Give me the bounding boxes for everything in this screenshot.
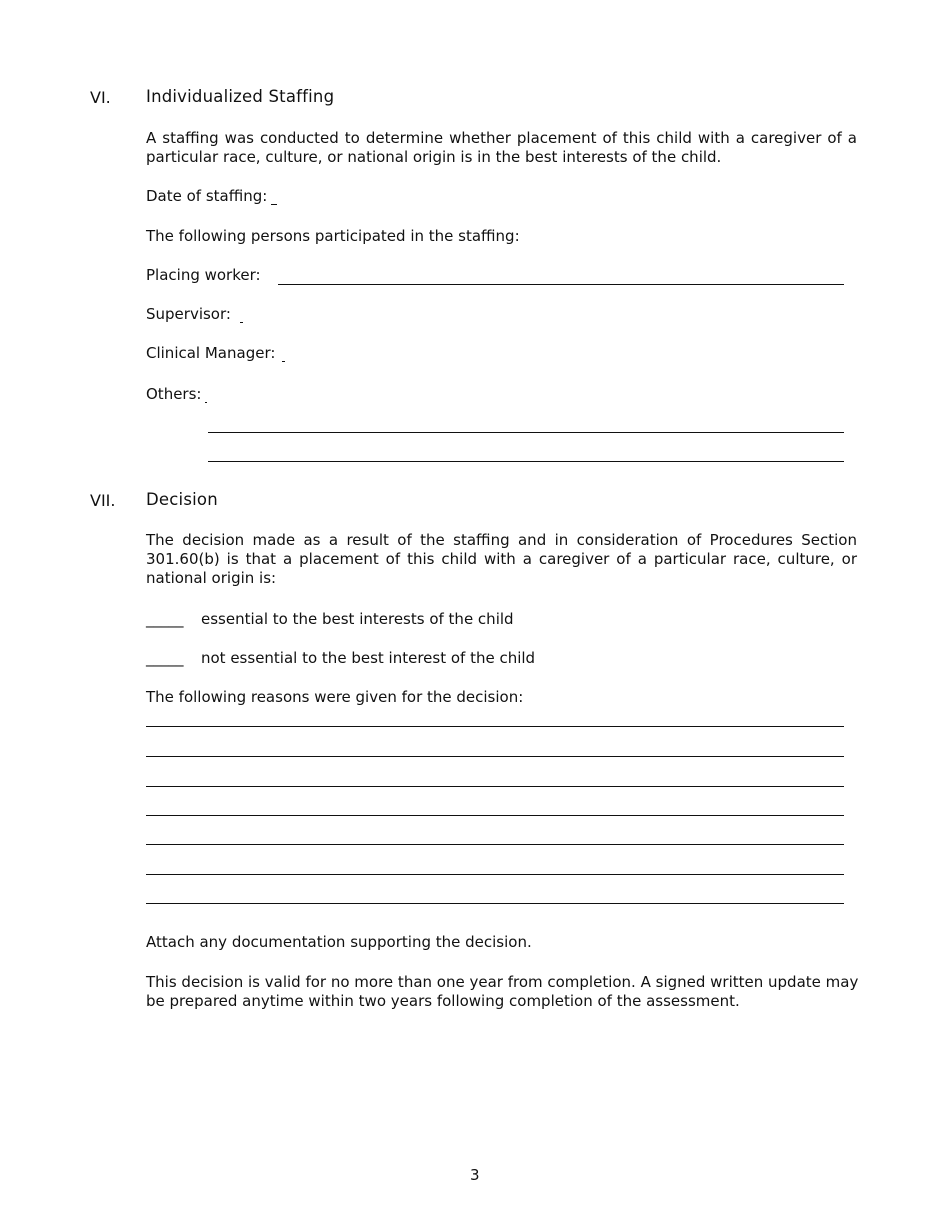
clinical-manager-label: Clinical Manager:: [146, 344, 276, 362]
section-title-individualized-staffing: Individualized Staffing: [146, 87, 335, 106]
page-number: 3: [470, 1166, 480, 1184]
section-title-decision: Decision: [146, 490, 218, 509]
reasons-line-1[interactable]: [146, 726, 844, 727]
reasons-line-7[interactable]: [146, 903, 844, 904]
reasons-line-5[interactable]: [146, 844, 844, 845]
reasons-line-3[interactable]: [146, 786, 844, 787]
date-of-staffing-field[interactable]: [271, 204, 277, 205]
others-field[interactable]: [205, 402, 207, 403]
supervisor-label: Supervisor:: [146, 305, 231, 323]
option-essential-label: essential to the best interests of the child: [201, 610, 514, 628]
placing-worker-label: Placing worker:: [146, 266, 261, 284]
others-field-line-2[interactable]: [208, 461, 844, 462]
participants-intro: The following persons participated in the staffing:: [146, 227, 520, 245]
validity-note: This decision is valid for no more than one year from completion. A signed written update may be prepared anytime within two years following completion of the assessment.: [146, 973, 859, 1010]
others-label: Others:: [146, 385, 202, 403]
option-not-essential-label: not essential to the best interest of the child: [201, 649, 536, 667]
option-not-essential-blank[interactable]: _____: [146, 649, 184, 667]
placing-worker-field[interactable]: [278, 284, 844, 285]
staffing-intro-paragraph: A staffing was conducted to determine whether placement of this child with a caregiver of a particular race, culture, or national origin is in the best interests of the child.: [146, 129, 857, 166]
section-number-vii: VII.: [90, 491, 116, 510]
others-field-line-1[interactable]: [208, 432, 844, 433]
reasons-line-4[interactable]: [146, 815, 844, 816]
date-of-staffing-label: Date of staffing:: [146, 187, 268, 205]
reasons-line-6[interactable]: [146, 874, 844, 875]
reasons-label: The following reasons were given for the decision:: [146, 688, 524, 706]
supervisor-field[interactable]: [240, 322, 243, 323]
clinical-manager-field[interactable]: [282, 361, 285, 362]
section-number-vi: VI.: [90, 88, 111, 107]
attach-note: Attach any documentation supporting the decision.: [146, 933, 532, 951]
decision-intro-paragraph: The decision made as a result of the staffing and in consideration of Procedures Section 301.60(b) is that a placement of this child with a caregiver of a particular race, culture, or national origin is:: [146, 531, 857, 587]
option-essential-blank[interactable]: _____: [146, 610, 184, 628]
reasons-line-2[interactable]: [146, 756, 844, 757]
